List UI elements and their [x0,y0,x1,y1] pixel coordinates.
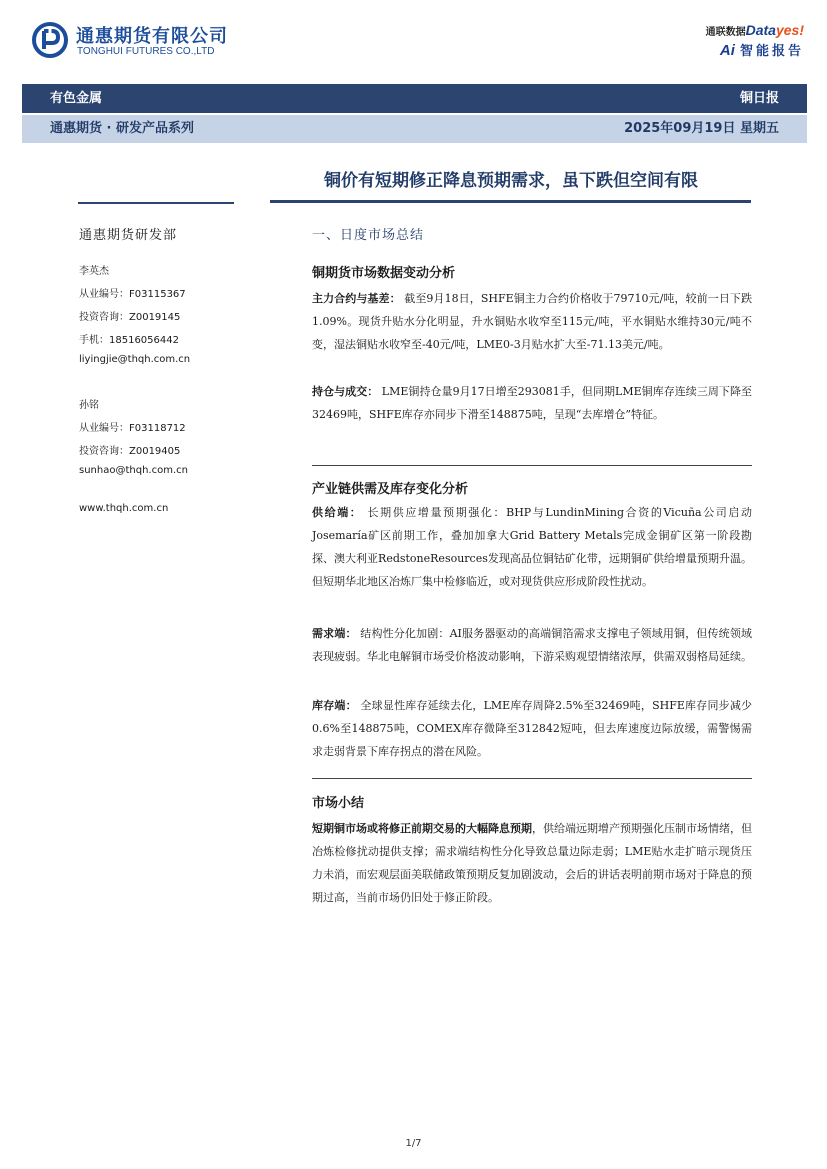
page-number: 1/7 [405,1138,422,1149]
section-heading: 一、日度市场总结 [312,228,425,243]
author-consult-id: 投资咨询：Z0019145 [79,312,181,323]
paragraph-text: 截至9月18日，SHFE铜主力合约价格收于79710元/吨，较前一日下跌1.09%。现货升贴水分化明显，升水铜贴水收窄至115元/吨，平水铜贴水维持30元/吨不变，湿法铜贴水收窄至-40元/吨，LME0-3月贴水扩大至-71.13美元/吨。 [312,292,753,351]
author-consult-id: 投资咨询：Z0019405 [79,446,181,457]
section-divider [312,778,752,779]
company-name-cn: 通惠期货有限公司 [76,26,228,47]
paragraph-label: 供给端： [312,506,363,519]
author-email-link[interactable]: liyingjie@thqh.com.cn [79,354,191,365]
category-label: 有色金属 [50,91,103,106]
paragraph-text: 结构性分化加剧：AI服务器驱动的高端铜箔需求支撑电子领域用铜，但传统领域表现疲弱。华北电解铜市场受价格波动影响，下游采购观望情绪浓厚，供需双弱格局延续。 [312,627,752,663]
report-date: 2025年09月19日 星期五 [624,121,779,136]
author-license: 从业编号：F03118712 [79,423,186,434]
paragraph-label: 持仓与成交： [312,385,379,398]
author-name: 孙铭 [79,400,99,411]
paragraph-label: 需求端： [312,627,357,640]
website-link[interactable]: www.thqh.com.cn [79,503,169,514]
sub-heading-market-summary: 市场小结 [312,796,365,811]
datayes-logo [692,20,804,39]
ai-report-text: 智能报告 [739,44,804,59]
datayes-en: Data [745,22,776,38]
paragraph-label: 库存端： [312,699,357,712]
sub-heading-supply-demand: 产业链供需及库存变化分析 [312,482,469,497]
company-logo-icon [32,22,68,58]
datayes-yes: yes! [775,22,804,38]
sub-heading-futures-data: 铜期货市场数据变动分析 [312,266,456,281]
author-name: 李英杰 [79,266,109,277]
ai-report-logo [692,40,804,59]
author-email-link[interactable]: sunhao@thqh.com.cn [79,465,188,476]
paragraph-lead: 短期铜市场或将修正前期交易的大幅降息预期 [312,822,532,835]
paragraph-text: ，供给端远期增产预期强化压制市场情绪，但冶炼检修扰动提供支撑；需求端结构性分化导致总量边际走弱；LME贴水走扩暗示现货压力未消，而宏观层面美联储政策预期反复加剧波动，会后的讲话表明前期市场对于降息的预期过高，当前市场仍旧处于修正阶段。 [312,822,752,904]
section-divider [312,465,752,466]
series-label: 通惠期货 · 研发产品系列 [50,121,194,136]
paragraph-text: 长期供应增量预期强化：BHP与LundinMining合资的Vicuña公司启动Josemaría矿区前期工作，叠加加拿大Grid Battery Metals完成金铜矿区第一阶段勘探、澳大利亚RedstoneResources发现高品位铜钴矿化带，远期铜矿供给增量预期升温。但短期华北地区冶炼厂集中检修临近，或对现货供应形成阶段性扰动。 [312,506,752,588]
report-type-label: 铜日报 [739,91,779,106]
paragraph-supply [312,501,752,593]
paragraph-summary [312,817,752,909]
paragraph-main-contract [312,287,752,356]
paragraph-positions [312,380,752,426]
paragraph-demand [312,622,752,668]
paragraph-text: LME铜持仓量9月17日增至293081手，但同期LME铜库存连续三周下降至32469吨，SHFE库存亦同步下滑至148875吨，呈现“去库增仓”特征。 [312,385,753,421]
datayes-cn: 通联数据 [705,27,746,38]
research-dept: 通惠期货研发部 [79,228,178,243]
paragraph-inventory [312,694,752,763]
category-band [22,84,807,113]
report-title: 铜价有短期修正降息预期需求，虽下跌但空间有限 [324,171,698,191]
ai-logo-text: Ai [719,42,735,59]
title-rule [270,200,751,203]
paragraph-text: 全球显性库存延续去化，LME库存周降2.5%至32469吨，SHFE库存同步减少0.6%至148875吨，COMEX库存微降至312842短吨，但去库速度边际放缓，需警惕需求走弱背景下库存拐点的潜在风险。 [312,699,753,758]
sidebar-title-rule [78,202,234,204]
author-license: 从业编号：F03115367 [79,289,186,300]
paragraph-label: 主力合约与基差： [312,292,401,305]
series-band [22,115,807,143]
author-phone: 手机：18516056442 [79,335,179,346]
company-name-en: TONGHUI FUTURES CO.,LTD [77,46,215,57]
